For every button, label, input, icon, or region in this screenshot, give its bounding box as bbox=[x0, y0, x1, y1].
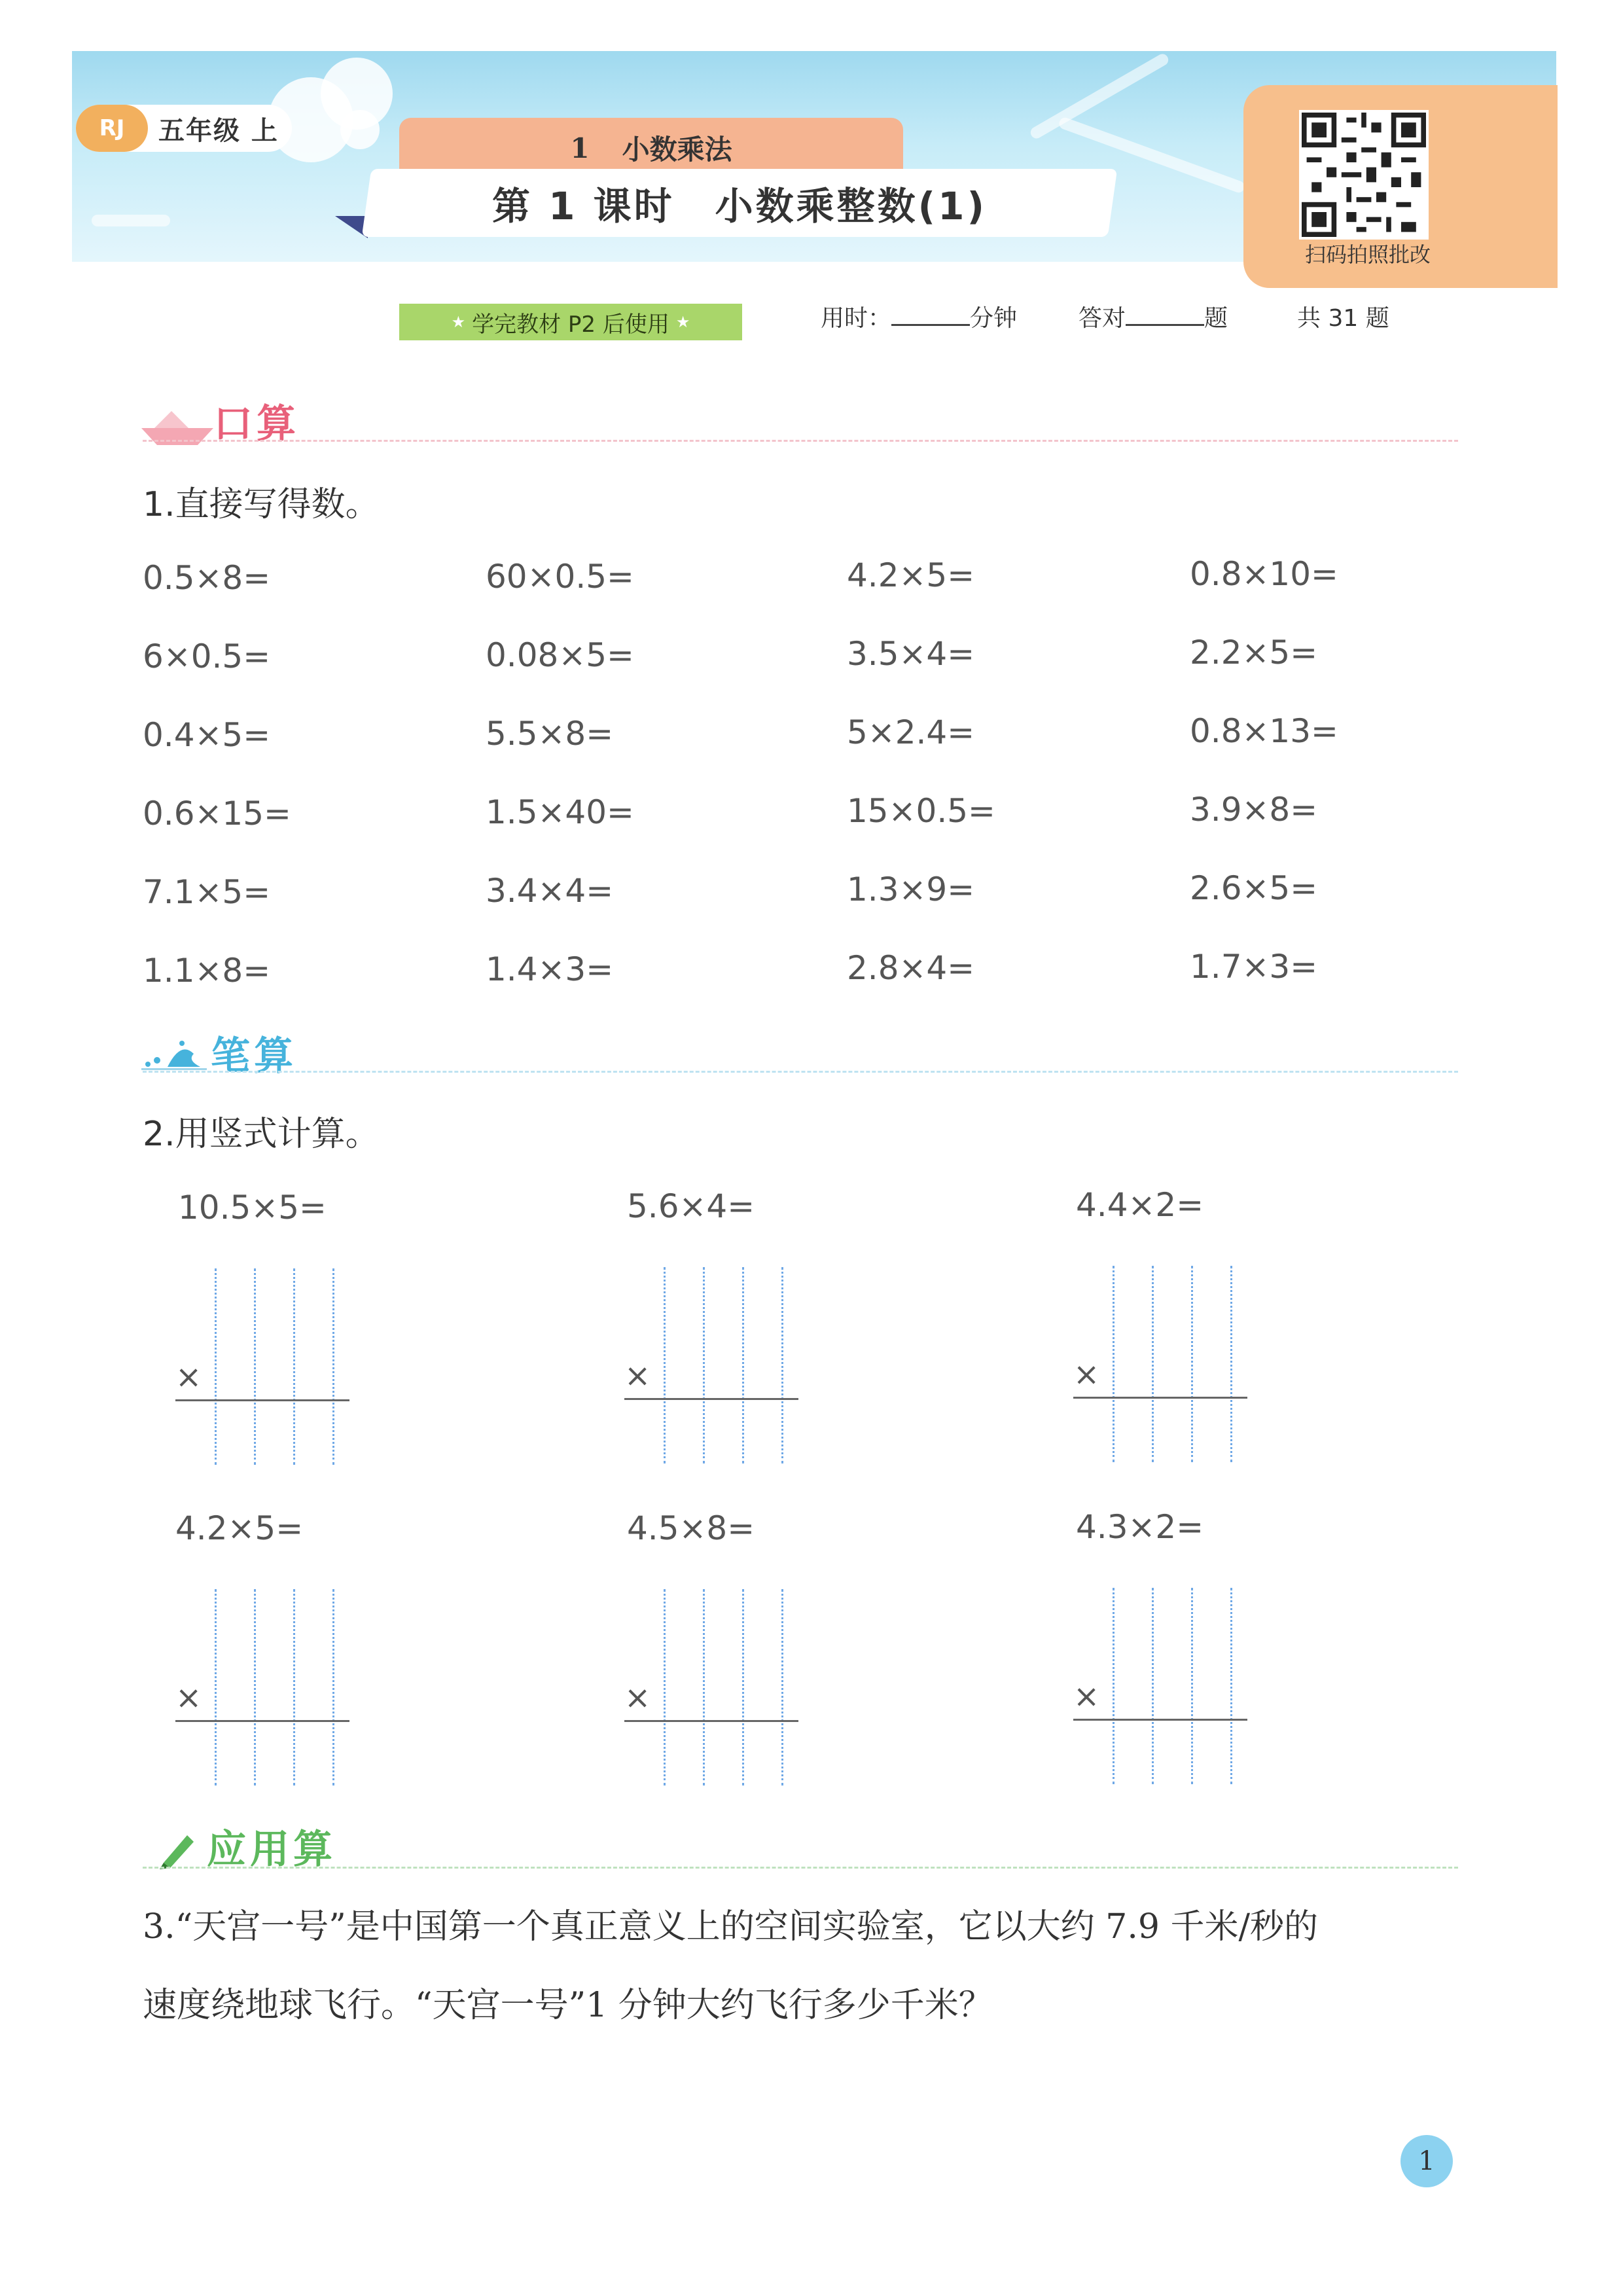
q3-line-1: 3.“天宫一号”是中国第一个真正意义上的空间实验室，它以大约 7.9 千米/秒的 bbox=[143, 1907, 1319, 1946]
oral-item: 1.4×3= bbox=[486, 950, 614, 988]
oral-item: 0.5×8= bbox=[143, 559, 271, 597]
written-problem: 5.6×4= bbox=[627, 1187, 755, 1225]
time-blank[interactable] bbox=[891, 324, 970, 326]
section-divider bbox=[143, 1071, 1458, 1073]
lesson-title: 第 1 课时 小数乘整数(1) bbox=[491, 184, 988, 228]
written-problem: 4.2×5= bbox=[175, 1509, 304, 1547]
oral-item: 0.8×13= bbox=[1190, 712, 1338, 750]
cloud-decoration bbox=[340, 110, 380, 149]
oral-item: 3.5×4= bbox=[847, 635, 975, 673]
section-divider bbox=[143, 1867, 1458, 1869]
correct-blank[interactable] bbox=[1126, 324, 1204, 326]
unit-title: 小数乘法 bbox=[622, 134, 732, 166]
section-applied-title: 应用算 bbox=[207, 1827, 336, 1873]
oral-item: 2.8×4= bbox=[847, 949, 975, 987]
oral-item: 1.7×3= bbox=[1190, 948, 1318, 986]
oral-item: 2.6×5= bbox=[1190, 869, 1318, 907]
pencil-icon bbox=[157, 1830, 196, 1869]
answer-line bbox=[624, 1720, 798, 1722]
written-problem: 4.3×2= bbox=[1076, 1508, 1204, 1546]
calc-grid[interactable] bbox=[215, 1268, 339, 1465]
oral-item: 6×0.5= bbox=[143, 637, 271, 675]
oral-item: 3.4×4= bbox=[486, 872, 614, 910]
correct-unit: 题 bbox=[1204, 305, 1228, 332]
time-label: 用时： bbox=[821, 305, 892, 332]
oral-item: 60×0.5= bbox=[486, 558, 634, 596]
calc-grid[interactable] bbox=[664, 1589, 788, 1785]
speed-streak bbox=[92, 215, 170, 226]
oral-item: 2.2×5= bbox=[1190, 634, 1318, 672]
answer-line bbox=[175, 1720, 349, 1722]
answer-line bbox=[175, 1399, 349, 1401]
oral-item: 0.08×5= bbox=[486, 636, 634, 674]
written-problem: 10.5×5= bbox=[178, 1189, 327, 1227]
correct-label: 答对 bbox=[1079, 305, 1126, 332]
oral-item: 1.1×8= bbox=[143, 952, 271, 990]
correct-field bbox=[1079, 300, 1228, 333]
multiply-sign: × bbox=[175, 1679, 202, 1716]
multiply-sign: × bbox=[624, 1357, 651, 1394]
star-icon: ★ bbox=[675, 313, 690, 331]
speed-streak bbox=[1029, 52, 1171, 141]
calc-grid[interactable] bbox=[664, 1267, 788, 1463]
oral-item: 0.8×10= bbox=[1190, 555, 1338, 593]
oral-item: 1.3×9= bbox=[847, 870, 975, 908]
section-oral-title: 口算 bbox=[213, 401, 300, 447]
paper-boat-icon bbox=[141, 411, 213, 448]
oral-item: 5.5×8= bbox=[486, 715, 614, 753]
star-icon: ★ bbox=[451, 313, 466, 331]
multiply-sign: × bbox=[1073, 1356, 1100, 1393]
written-problem: 4.5×8= bbox=[627, 1509, 755, 1547]
qr-code-icon[interactable] bbox=[1299, 110, 1429, 240]
time-field bbox=[821, 300, 1017, 333]
grade-badge bbox=[76, 105, 292, 152]
section-divider bbox=[143, 440, 1458, 442]
oral-item: 0.4×5= bbox=[143, 716, 271, 754]
unit-number: 1 bbox=[570, 132, 590, 164]
oral-item: 3.9×8= bbox=[1190, 791, 1318, 829]
oral-item: 15×0.5= bbox=[847, 792, 995, 830]
qr-caption: 扫码拍照批改 bbox=[1304, 242, 1431, 267]
calc-grid[interactable] bbox=[215, 1589, 339, 1785]
time-unit: 分钟 bbox=[970, 305, 1018, 332]
splash-icon bbox=[141, 1034, 207, 1071]
edition-badge: RJ bbox=[76, 105, 148, 152]
section-written bbox=[211, 1029, 297, 1081]
answer-line bbox=[1073, 1397, 1247, 1399]
total-count: 共 31 题 bbox=[1297, 305, 1389, 332]
answer-line bbox=[1073, 1719, 1247, 1721]
oral-item: 5×2.4= bbox=[847, 713, 975, 751]
q2-title: 2.用竖式计算。 bbox=[143, 1115, 380, 1154]
page-number: 1 bbox=[1400, 2135, 1453, 2187]
oral-item: 7.1×5= bbox=[143, 873, 271, 911]
calc-grid[interactable] bbox=[1113, 1266, 1237, 1462]
answer-line bbox=[624, 1398, 798, 1400]
multiply-sign: × bbox=[624, 1679, 651, 1716]
grade-label: 五年级 上 bbox=[158, 115, 279, 146]
multiply-sign: × bbox=[1073, 1678, 1100, 1715]
oral-item: 4.2×5= bbox=[847, 556, 975, 594]
multiply-sign: × bbox=[175, 1359, 202, 1395]
oral-item: 0.6×15= bbox=[143, 795, 291, 833]
usage-label: 学完教材 P2 后使用 bbox=[472, 311, 669, 338]
q3-line-2: 速度绕地球飞行。“天宫一号”1 分钟大约飞行多少千米？ bbox=[143, 1986, 993, 2025]
oral-item: 1.5×40= bbox=[486, 793, 634, 831]
written-problem: 4.4×2= bbox=[1076, 1186, 1204, 1224]
calc-grid[interactable] bbox=[1113, 1588, 1237, 1784]
q1-title: 1.直接写得数。 bbox=[143, 485, 380, 524]
usage-badge bbox=[399, 304, 742, 340]
section-written-title: 笔算 bbox=[211, 1033, 297, 1079]
